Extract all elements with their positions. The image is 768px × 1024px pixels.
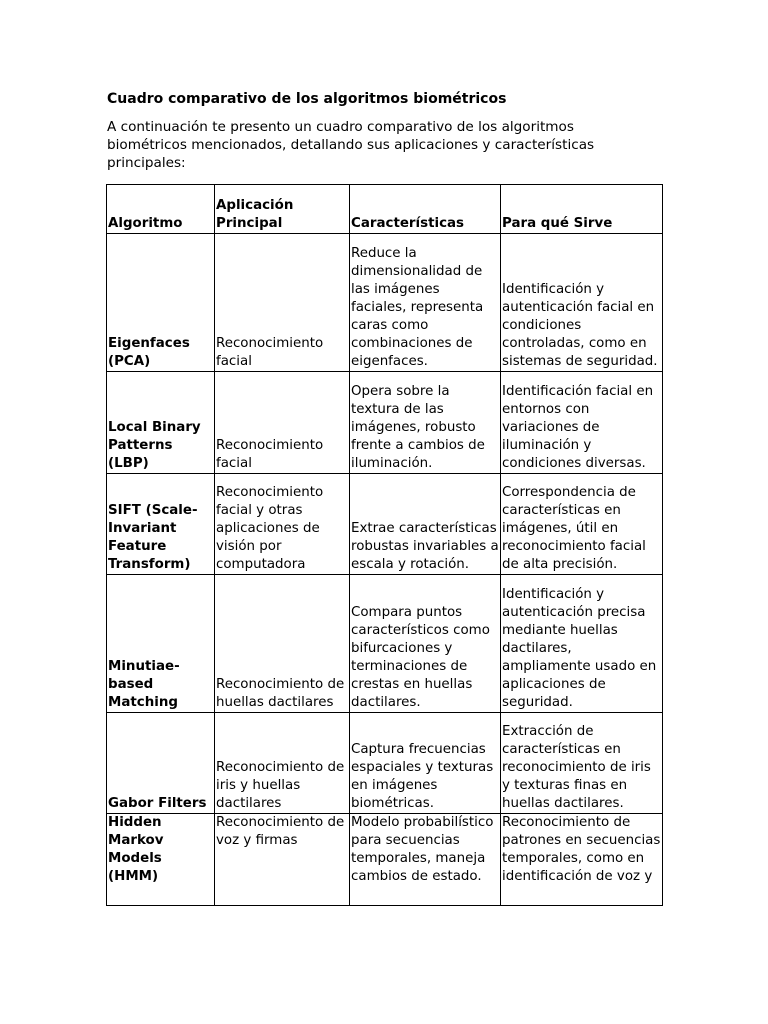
cell-purpose: Identificación y autenticación facial en condiciones controladas, como en sistemas de seguridad. bbox=[501, 234, 663, 372]
cell-application: Reconocimiento facial bbox=[215, 372, 350, 474]
cell-algorithm: Gabor Filters bbox=[107, 713, 215, 814]
table-row bbox=[107, 474, 663, 575]
table-row bbox=[107, 575, 663, 713]
intro-paragraph: A continuación te presento un cuadro comparativo de los algoritmos biométricos mencionados, detallando sus aplicaciones y características principales: bbox=[107, 119, 595, 171]
cell-purpose: Identificación facial en entornos con variaciones de iluminación y condiciones diversas. bbox=[501, 372, 663, 474]
cell-algorithm: Hidden Markov Models (HMM) bbox=[107, 814, 215, 906]
header-aplicacion-principal: Aplicación Principal bbox=[215, 185, 350, 234]
cell-features: Extrae características robustas invariables a escala y rotación. bbox=[350, 474, 501, 575]
table-row bbox=[107, 372, 663, 474]
cell-features: Opera sobre la textura de las imágenes, robusto frente a cambios de iluminación. bbox=[350, 372, 501, 474]
comparison-table bbox=[106, 184, 663, 906]
cell-features: Reduce la dimensionalidad de las imágenes faciales, representa caras como combinaciones de eigenfaces. bbox=[350, 234, 501, 372]
header-caracteristicas: Características bbox=[350, 185, 501, 234]
cell-application: Reconocimiento facial y otras aplicaciones de visión por computadora bbox=[215, 474, 350, 575]
cell-application: Reconocimiento de voz y firmas bbox=[215, 814, 350, 906]
header-row bbox=[107, 185, 663, 234]
cell-application: Reconocimiento de iris y huellas dactilares bbox=[215, 713, 350, 814]
cell-features: Captura frecuencias espaciales y texturas en imágenes biométricas. bbox=[350, 713, 501, 814]
cell-purpose: Correspondencia de características en imágenes, útil en reconocimiento facial de alta precisión. bbox=[501, 474, 663, 575]
cell-application: Reconocimiento de huellas dactilares bbox=[215, 575, 350, 713]
cell-features: Modelo probabilístico para secuencias temporales, maneja cambios de estado. bbox=[350, 814, 501, 906]
header-para-que-sirve: Para qué Sirve bbox=[501, 185, 663, 234]
cell-purpose: Reconocimiento de patrones en secuencias temporales, como en identificación de voz y bbox=[501, 814, 663, 906]
table-row bbox=[107, 234, 663, 372]
cell-algorithm: Minutiae-based Matching bbox=[107, 575, 215, 713]
cell-features: Compara puntos característicos como bifurcaciones y terminaciones de crestas en huellas dactilares. bbox=[350, 575, 501, 713]
cell-purpose: Extracción de características en reconocimiento de iris y texturas finas en huellas dactilares. bbox=[501, 713, 663, 814]
cell-application: Reconocimiento facial bbox=[215, 234, 350, 372]
page-title: Cuadro comparativo de los algoritmos biométricos bbox=[107, 91, 507, 107]
header-algoritmo: Algoritmo bbox=[107, 185, 215, 234]
cell-purpose: Identificación y autenticación precisa mediante huellas dactilares, ampliamente usado en aplicaciones de seguridad. bbox=[501, 575, 663, 713]
table-row bbox=[107, 713, 663, 814]
cell-algorithm: Local Binary Patterns (LBP) bbox=[107, 372, 215, 474]
table-row bbox=[107, 814, 663, 906]
cell-algorithm: SIFT (Scale-Invariant Feature Transform) bbox=[107, 474, 215, 575]
cell-algorithm: Eigenfaces (PCA) bbox=[107, 234, 215, 372]
